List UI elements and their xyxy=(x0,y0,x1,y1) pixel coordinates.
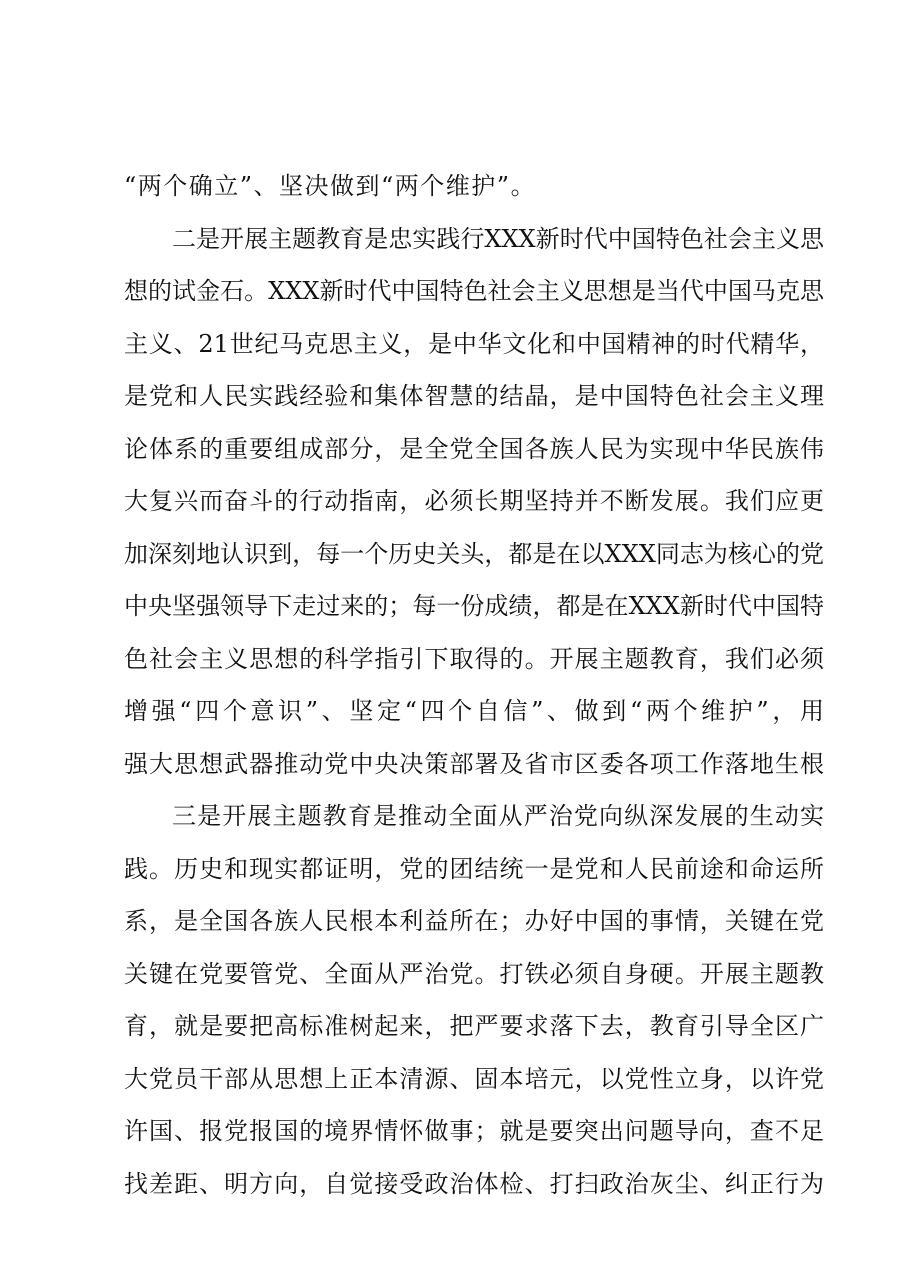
text-line: 找差距、明方向，自觉接受政治体检、打扫政治灰尘、纠正行为 xyxy=(124,1169,824,1198)
text-line: 色社会主义思想的科学指引下取得的。开展主题教育，我们必须 xyxy=(124,644,824,673)
paragraph-start-line: 二是开展主题教育是忠实践行XXX新时代中国特色社会主义思 xyxy=(172,224,824,253)
text-line: 中央坚强领导下走过来的；每一份成绩，都是在XXX新时代中国特 xyxy=(124,592,824,620)
text-line: 是党和人民实践经验和集体智慧的结晶，是中国特色社会主义理 xyxy=(124,382,824,410)
text-line: 想的试金石。XXX新时代中国特色社会主义思想是当代中国马克思 xyxy=(124,277,824,305)
text-line: “两个确立”、坚决做到“两个维护”。 xyxy=(124,172,537,200)
text-line: 大复兴而奋斗的行动指南，必须长期坚持并不断发展。我们应更 xyxy=(124,487,824,515)
paragraph-start-line: 三是开展主题教育是推动全面从严治党向纵深发展的生动实 xyxy=(172,802,824,830)
text-line: 关键在党要管党、全面从严治党。打铁必须自身硬。开展主题教 xyxy=(124,959,824,988)
text-line: 增强“四个意识”、坚定“四个自信”、做到“两个维护”，用 xyxy=(124,697,824,725)
document-body xyxy=(124,160,824,1210)
text-line: 强大思想武器推动党中央决策部署及省市区委各项工作落地生根 xyxy=(124,749,824,778)
text-line: 许国、报党报国的境界情怀做事；就是要突出问题导向，查不足 xyxy=(124,1117,824,1145)
text-line: 系，是全国各族人民根本利益所在；办好中国的事情，关键在党 xyxy=(124,907,824,935)
text-line: 主义、21世纪马克思主义，是中华文化和中国精神的时代精华， xyxy=(124,329,824,358)
text-line: 践。历史和现实都证明，党的团结统一是党和人民前途和命运所 xyxy=(124,854,824,883)
text-line: 论体系的重要组成部分，是全党全国各族人民为实现中华民族伟 xyxy=(124,434,824,463)
text-line: 大党员干部从思想上正本清源、固本培元，以党性立身，以许党 xyxy=(124,1064,824,1093)
text-line: 加深刻地认识到，每一个历史关头，都是在以XXX同志为核心的党 xyxy=(124,539,824,568)
text-line: 育，就是要把高标准树起来，把严要求落下去，教育引导全区广 xyxy=(124,1012,824,1040)
